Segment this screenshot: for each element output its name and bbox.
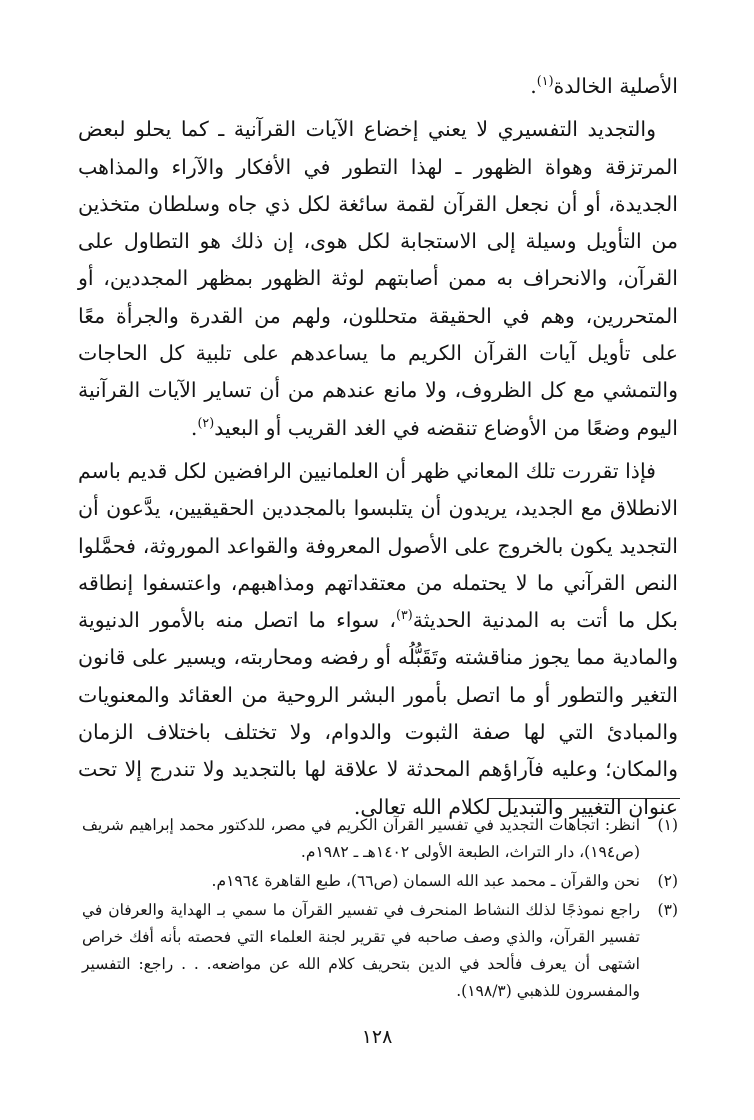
footnote-text: نحن والقرآن ـ محمد عبد الله السمان (ص٦٦)، طبع القاهرة ١٩٦٤م. bbox=[211, 872, 640, 890]
footnote-number: (٣) bbox=[657, 901, 678, 919]
paragraph-1-text: الأصلية الخالدة bbox=[553, 74, 678, 98]
footnote-text: انظر: اتجاهات التجديد في تفسير القرآن الكريم في مصر، للدكتور محمد إبراهيم شريف (ص١٩٤)، دار التراث، الطبعة الأولى ١٤٠٢هـ ـ ١٩٨٢م. bbox=[82, 816, 640, 861]
footnotes bbox=[82, 812, 678, 1007]
paragraph-1-end: . bbox=[530, 74, 537, 98]
paragraph-3-text-b: ، سواء ما اتصل منه بالأمور الدنيوية والمادية مما يجوز مناقشته وتَقَبُّلُه أو رفضه ومحاربته، ويسير على قانون التغير والتطور أو ما اتصل بأمور البشر الروحية من العقائد والمعنويات والمبادئ التي لها صفة الثبوت والدوام، ولا تختلف باختلاف الزمان والمكان؛ وعليه فآراؤهم المحدثة لا علاقة لها بالتجديد ولا تندرج إلا تحت عنوان التغيير والتبديل لكلام الله تعالى. bbox=[78, 608, 678, 819]
paragraph-2-text: والتجديد التفسيري لا يعني إخضاع الآيات القرآنية ـ كما يحلو لبعض المرتزقة وهواة الظهور ـ لهذا التطور في الأفكار والآراء والمذاهب الجديدة، أو أن نجعل القرآن لقمة سائغة لكل ذي جاه وسلطان متخذين من التأويل وسيلة إلى الاستجابة لكل هوى، إن ذلك هو التطاول على القرآن، والانحراف به ممن أصابتهم لوثة الظهور بمظهر المجددين، أو المتحررين، وهم في الحقيقة متحللون، ولهم من القدرة والجرأة معًا على تأويل آيات القرآن الكريم ما يساعدهم على تلبية كل الحاجات والتمشي مع كل الظروف، ولا مانع عندهم من أن تساير الآيات القرآنية اليوم وضعًا من الأوضاع تنقضه في الغد القريب أو البعيد bbox=[78, 117, 678, 440]
footnote-separator bbox=[488, 798, 680, 799]
paragraph-2-end: . bbox=[190, 415, 198, 440]
footnote-ref-1: (١) bbox=[536, 72, 554, 88]
paragraph-1 bbox=[78, 68, 678, 105]
paragraph-3-text-a: فإذا تقررت تلك المعاني ظهر أن العلمانيين الرافضين لكل قديم باسم الانطلاق مع الجديد، يريدون أن يتلبسوا بالمجددين الحقيقيين، يدَّعون أن التجديد يكون بالخروج على الأصول المعروفة والقواعد الموروثة، فحمَّلوا النص القرآني ما لا يحتمله من معتقداتهم ومذاهبهم، واعتسفوا إنطاقه بكل ما أتت به المدنية الحديثة bbox=[78, 458, 678, 633]
paragraph-2 bbox=[78, 111, 678, 447]
page-number: ١٢٨ bbox=[361, 1026, 393, 1048]
footnote-text: راجع نموذجًا لذلك النشاط المنحرف في تفسير القرآن ما سمي بـ الهداية والعرفان في تفسير القرآن، والذي وصف صاحبه في تقرير لجنة العلماء التي فحصته بأنه أفك خراص اشتهى أن يعرف فألحد في الدين بتحريف كلام الله عن مواضعه. . . راجع: التفسير والمفسرون للذهبي (١٩٨/٣). bbox=[82, 901, 640, 1000]
footnote-ref-3: (٣) bbox=[395, 606, 413, 622]
footnote-number: (٢) bbox=[657, 872, 678, 890]
footnote-1 bbox=[82, 812, 678, 866]
main-text bbox=[78, 68, 678, 832]
footnote-3 bbox=[82, 897, 678, 1005]
paragraph-3 bbox=[78, 453, 678, 826]
footnote-2 bbox=[82, 868, 678, 895]
footnote-number: (١) bbox=[657, 816, 678, 834]
footnote-ref-2: (٢) bbox=[197, 414, 215, 430]
